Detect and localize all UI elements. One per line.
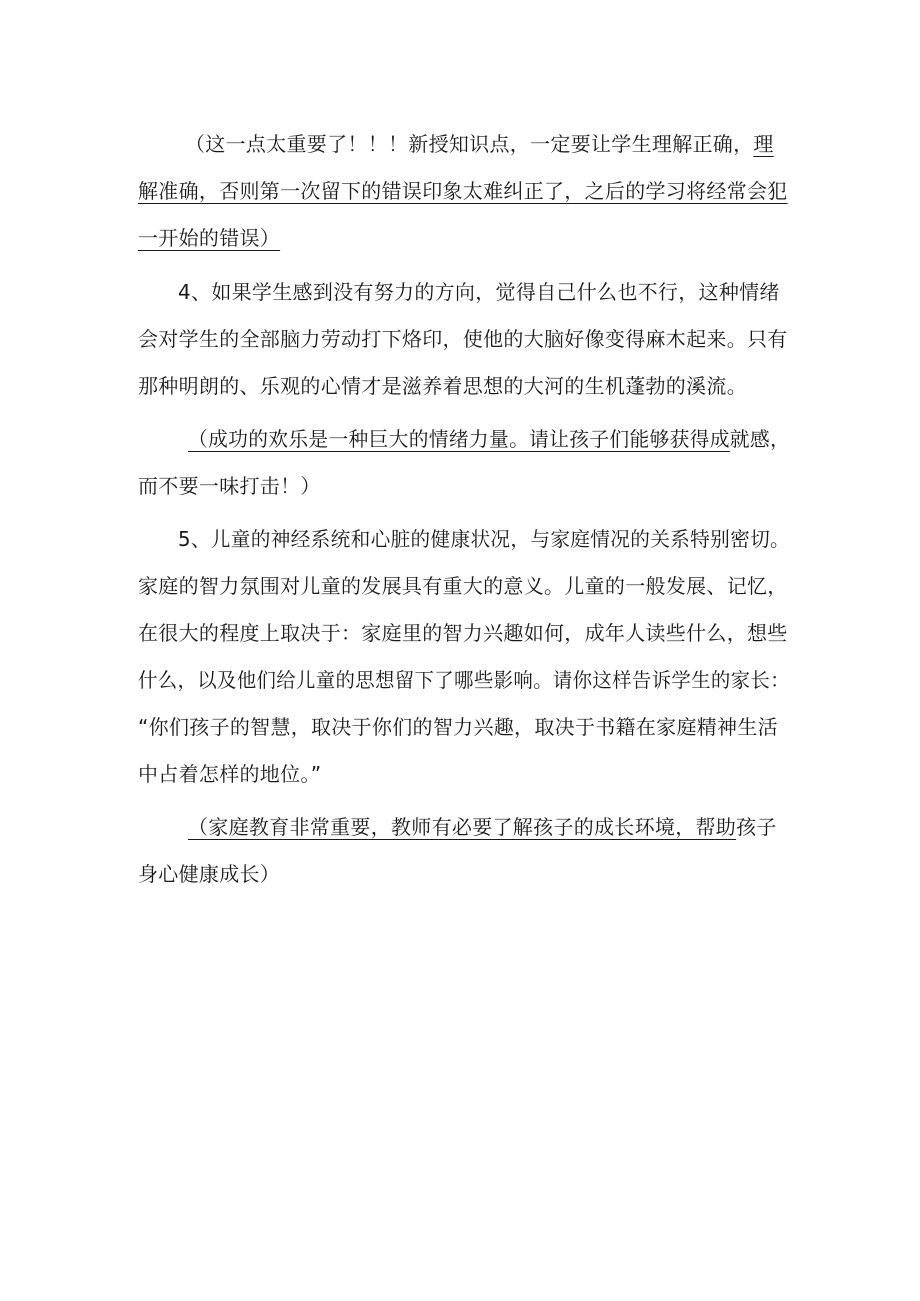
underlined-text: （家庭教育非常重要，教师有必要了解孩子的成长环境，帮助 bbox=[188, 815, 737, 839]
text-span: “你们孩子的智慧，取决于你们的智力兴趣，取决于书籍在家庭精神生活 bbox=[138, 715, 778, 739]
text-span: 会对学生的全部脑力劳动打下烙印，使他的大脑好像变得麻木起来。只有 bbox=[138, 327, 788, 351]
text-span: 中占着怎样的地位。” bbox=[138, 762, 322, 786]
text-line bbox=[138, 756, 321, 792]
text-line bbox=[138, 220, 280, 256]
text-line bbox=[138, 368, 747, 404]
text-span: 5、儿童的神经系统和心脏的健康状况，与家庭情况的关系特别密切。 bbox=[178, 527, 791, 551]
text-line bbox=[185, 126, 774, 162]
text-line bbox=[178, 274, 780, 310]
text-span: 孩子 bbox=[736, 815, 777, 839]
text-span: 那种明朗的、乐观的心情才是滋养着思想的大河的生机蓬勃的溪流。 bbox=[138, 374, 747, 398]
text-line bbox=[138, 615, 788, 651]
underlined-text: （成功的欢乐是一种巨大的情绪力量。请让孩子们能够获得成 bbox=[188, 427, 730, 451]
text-line bbox=[138, 709, 778, 745]
text-span: 就感， bbox=[729, 427, 791, 451]
underlined-text: 一开始的错误） bbox=[138, 226, 281, 250]
text-line bbox=[138, 173, 788, 209]
text-span: 4、如果学生感到没有努力的方向，觉得自己什么也不行，这种情绪 bbox=[178, 280, 780, 304]
text-line bbox=[138, 321, 788, 357]
text-span: 家庭的智力氛围对儿童的发展具有重大的意义。儿童的一般发展、记忆， bbox=[138, 574, 788, 598]
text-line bbox=[188, 421, 790, 457]
text-span: （这一点太重要了！！！新授知识点，一定要让学生理解正确， bbox=[185, 132, 754, 156]
text-line bbox=[138, 468, 321, 504]
underlined-text: 解准确，否则第一次留下的错误印象太难纠正了，之后的学习将经常会犯 bbox=[138, 179, 788, 203]
text-span: 而不要一味打击！） bbox=[138, 474, 321, 498]
text-line bbox=[138, 568, 788, 604]
underlined-text: 理 bbox=[753, 132, 774, 156]
text-line bbox=[138, 662, 790, 698]
text-line bbox=[188, 809, 777, 845]
text-span: 身心健康成长） bbox=[138, 862, 281, 886]
text-span: 什么，以及他们给儿童的思想留下了哪些影响。请你这样告诉学生的家长： bbox=[138, 668, 790, 692]
text-line bbox=[138, 856, 280, 892]
text-span: 在很大的程度上取决于：家庭里的智力兴趣如何，成年人读些什么，想些 bbox=[138, 621, 788, 645]
text-line bbox=[178, 521, 790, 557]
